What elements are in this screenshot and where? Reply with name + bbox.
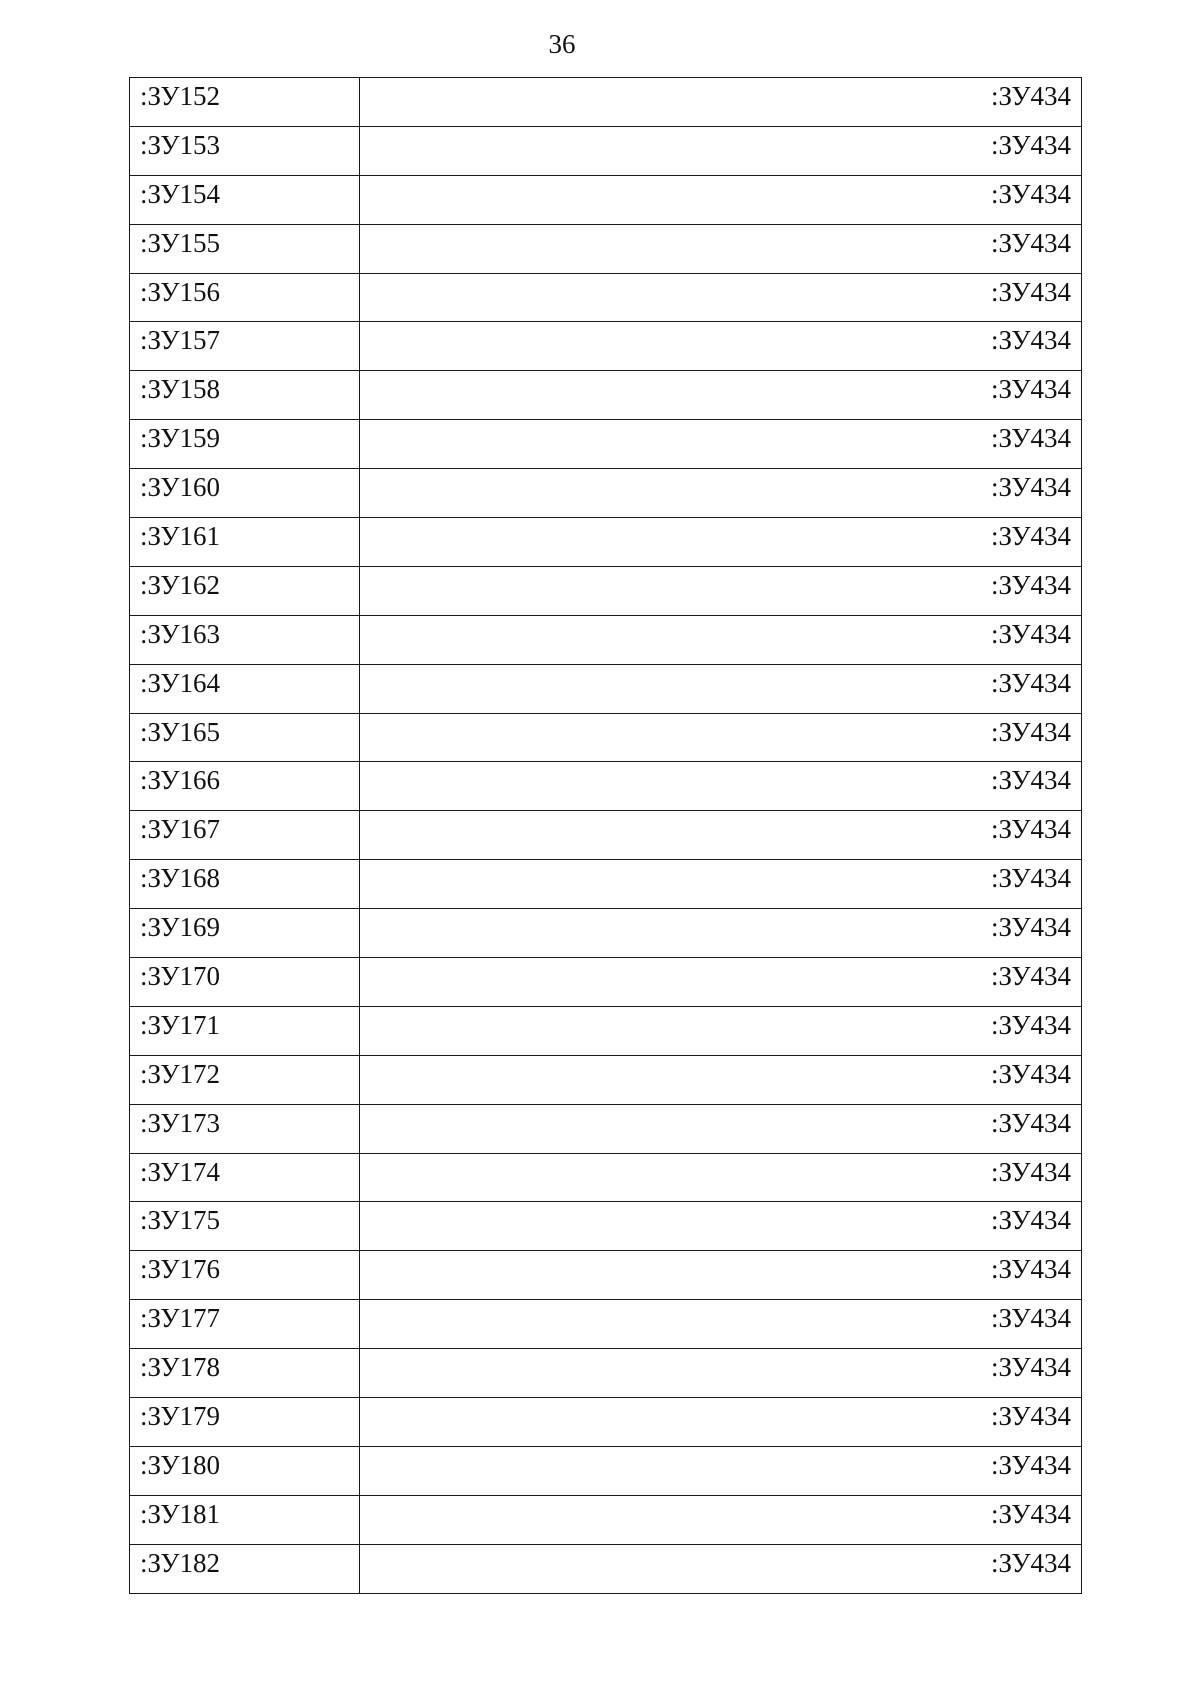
source-parcel-cell: :ЗУ434 (360, 1349, 1082, 1398)
parcel-id-cell: :ЗУ178 (130, 1349, 360, 1398)
parcel-id-cell: :ЗУ173 (130, 1104, 360, 1153)
parcel-id-cell: :ЗУ159 (130, 420, 360, 469)
source-parcel-cell: :ЗУ434 (360, 420, 1082, 469)
parcel-id-cell: :ЗУ176 (130, 1251, 360, 1300)
parcel-id-cell: :ЗУ154 (130, 175, 360, 224)
parcel-id-cell: :ЗУ165 (130, 713, 360, 762)
source-parcel-cell: :ЗУ434 (360, 1446, 1082, 1495)
source-parcel-cell: :ЗУ434 (360, 175, 1082, 224)
parcel-id-cell: :ЗУ172 (130, 1055, 360, 1104)
parcel-id-cell: :ЗУ174 (130, 1153, 360, 1202)
source-parcel-cell: :ЗУ434 (360, 1104, 1082, 1153)
source-parcel-cell: :ЗУ434 (360, 322, 1082, 371)
table-row (130, 1398, 1082, 1447)
source-parcel-cell: :ЗУ434 (360, 224, 1082, 273)
source-parcel-cell: :ЗУ434 (360, 909, 1082, 958)
parcel-id-cell: :ЗУ170 (130, 958, 360, 1007)
table-row (130, 126, 1082, 175)
table-row (130, 1544, 1082, 1593)
source-parcel-cell: :ЗУ434 (360, 1544, 1082, 1593)
table-row (130, 615, 1082, 664)
source-parcel-cell: :ЗУ434 (360, 566, 1082, 615)
source-parcel-cell: :ЗУ434 (360, 469, 1082, 518)
source-parcel-cell: :ЗУ434 (360, 1495, 1082, 1544)
table-row (130, 1446, 1082, 1495)
parcel-id-cell: :ЗУ180 (130, 1446, 360, 1495)
parcel-id-cell: :ЗУ157 (130, 322, 360, 371)
page-number: 36 (548, 29, 576, 59)
table-row (130, 713, 1082, 762)
source-parcel-cell: :ЗУ434 (360, 1398, 1082, 1447)
source-parcel-cell: :ЗУ434 (360, 78, 1082, 127)
source-parcel-cell: :ЗУ434 (360, 518, 1082, 567)
table-row (130, 1055, 1082, 1104)
parcel-id-cell: :ЗУ166 (130, 762, 360, 811)
table-row (130, 1495, 1082, 1544)
parcel-id-cell: :ЗУ152 (130, 78, 360, 127)
source-parcel-cell: :ЗУ434 (360, 1202, 1082, 1251)
source-parcel-cell: :ЗУ434 (360, 664, 1082, 713)
source-parcel-cell: :ЗУ434 (360, 762, 1082, 811)
parcel-id-cell: :ЗУ182 (130, 1544, 360, 1593)
table-body (130, 78, 1082, 1594)
source-parcel-cell: :ЗУ434 (360, 958, 1082, 1007)
table-row (130, 1251, 1082, 1300)
table-row (130, 811, 1082, 860)
source-parcel-cell: :ЗУ434 (360, 860, 1082, 909)
parcel-id-cell: :ЗУ171 (130, 1006, 360, 1055)
source-parcel-cell: :ЗУ434 (360, 371, 1082, 420)
table-row (130, 566, 1082, 615)
table-row (130, 664, 1082, 713)
parcel-id-cell: :ЗУ169 (130, 909, 360, 958)
table-row (130, 860, 1082, 909)
table-row (130, 371, 1082, 420)
parcel-id-cell: :ЗУ158 (130, 371, 360, 420)
source-parcel-cell: :ЗУ434 (360, 273, 1082, 322)
table-row (130, 273, 1082, 322)
table-row (130, 322, 1082, 371)
parcel-id-cell: :ЗУ161 (130, 518, 360, 567)
parcel-id-cell: :ЗУ156 (130, 273, 360, 322)
parcel-table (129, 77, 1082, 1594)
parcel-id-cell: :ЗУ155 (130, 224, 360, 273)
parcel-id-cell: :ЗУ153 (130, 126, 360, 175)
table-row (130, 958, 1082, 1007)
table-row (130, 1104, 1082, 1153)
parcel-id-cell: :ЗУ160 (130, 469, 360, 518)
source-parcel-cell: :ЗУ434 (360, 713, 1082, 762)
parcel-id-cell: :ЗУ167 (130, 811, 360, 860)
parcel-id-cell: :ЗУ179 (130, 1398, 360, 1447)
parcel-id-cell: :ЗУ163 (130, 615, 360, 664)
table-row (130, 1202, 1082, 1251)
table-row (130, 420, 1082, 469)
table-row (130, 469, 1082, 518)
source-parcel-cell: :ЗУ434 (360, 1300, 1082, 1349)
table-row (130, 78, 1082, 127)
table-row (130, 762, 1082, 811)
parcel-id-cell: :ЗУ164 (130, 664, 360, 713)
parcel-id-cell: :ЗУ175 (130, 1202, 360, 1251)
source-parcel-cell: :ЗУ434 (360, 1251, 1082, 1300)
source-parcel-cell: :ЗУ434 (360, 126, 1082, 175)
source-parcel-cell: :ЗУ434 (360, 811, 1082, 860)
table-row (130, 518, 1082, 567)
source-parcel-cell: :ЗУ434 (360, 1006, 1082, 1055)
source-parcel-cell: :ЗУ434 (360, 615, 1082, 664)
parcel-id-cell: :ЗУ168 (130, 860, 360, 909)
parcel-id-cell: :ЗУ181 (130, 1495, 360, 1544)
table-row (130, 1349, 1082, 1398)
table-row (130, 224, 1082, 273)
table-row (130, 1006, 1082, 1055)
parcel-id-cell: :ЗУ162 (130, 566, 360, 615)
source-parcel-cell: :ЗУ434 (360, 1055, 1082, 1104)
table-row (130, 175, 1082, 224)
source-parcel-cell: :ЗУ434 (360, 1153, 1082, 1202)
table-row (130, 1300, 1082, 1349)
table-row (130, 1153, 1082, 1202)
table-row (130, 909, 1082, 958)
parcel-id-cell: :ЗУ177 (130, 1300, 360, 1349)
